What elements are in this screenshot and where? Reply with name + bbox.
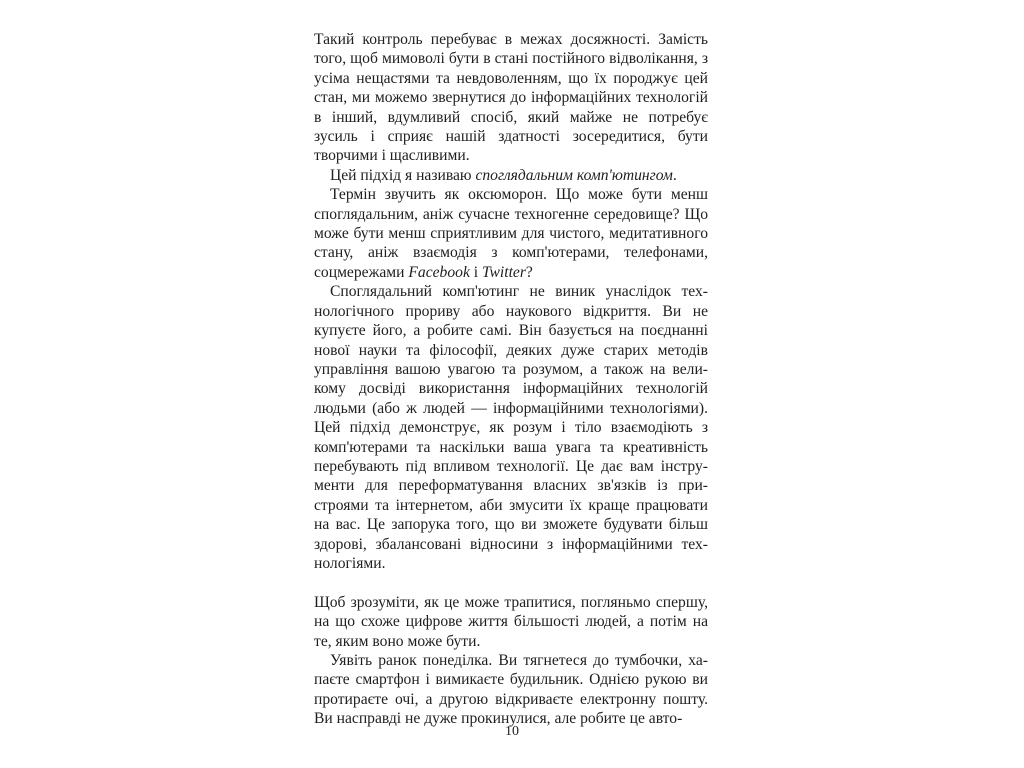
- paragraph-1: [314, 30, 708, 166]
- italic-term: Twitter: [482, 263, 526, 281]
- text-run: Споглядальний комп'ютинг не виник унаслідок технологічного прориву або наукового відкриття. Ви не купуєте його, а робите самі. Він базується на поєднанні нової науки та філософії, деяких дуже старих методів управління вашою увагою та розумом, а також на великому досвіді використання інформаційних технологій людьми (або ж людей — інформаційними технологіями). Цей підхід демонструє, як розум і тіло взаємодіють з комп'ютерами та наскільки ваша увага та креативність перебувають під впливом технології. Це дає вам інструменти для переформатування власних зв'язків із пристроями та інтернетом, аби змусити їх краще працювати на вас. Це запорука того, що ви зможете будувати більш здорові, збалансовані відносини з інформаційними технологіями.: [314, 283, 708, 572]
- paragraph-5: [314, 593, 708, 651]
- text-run: Такий контроль перебуває в межах досяжності. Замість того, щоб мимоволі бути в стані постійного відволікання, з усіма нещастями та невдоволенням, що їх породжує цей стан, ми можемо звернутися до інформаційних технологій в інший, вдумливий спосіб, який майже не потребує зусиль і сприяє нашій здатності зосередитися, бути творчими і щасливими.: [314, 31, 708, 165]
- text-run: .: [672, 166, 677, 184]
- italic-term: споглядальним комп'ютингом: [475, 166, 673, 184]
- paragraph-6: [314, 651, 708, 729]
- page-number: 10: [505, 724, 519, 739]
- paragraph-2: [314, 166, 708, 185]
- text-run: ?: [525, 263, 533, 281]
- text-run: Уявіть ранок понеділка. Ви тягнетеся до тумбочки, хапаєте смартфон і вимикаєте будильник. Однією рукою ви протираєте очі, а другою відкриваєте електронну пошту. Ви насправді не дуже прокинулися, але робите це авто-: [314, 651, 708, 728]
- text-run: і: [469, 263, 483, 281]
- text-run: Щоб зрозуміти, як це може трапитися, погляньмо спершу, на що схоже цифрове життя більшості людей, а потім на те, яким воно може бути.: [314, 593, 708, 650]
- paragraph-3: [314, 185, 708, 282]
- section-break: [314, 573, 708, 592]
- text-run: Термін звучить як оксюморон. Що може бути менш споглядальним, аніж сучасне техногенне середовище? Що може бути менш сприятливим для чистого, медитативного стану, аніж взаємодія з комп'ютерами, телефонами, соцмережами: [314, 186, 708, 281]
- paragraph-4: [314, 282, 708, 573]
- text-run: Цей підхід я називаю: [330, 166, 476, 184]
- body-text: [314, 30, 708, 729]
- italic-term: Facebook: [408, 263, 470, 281]
